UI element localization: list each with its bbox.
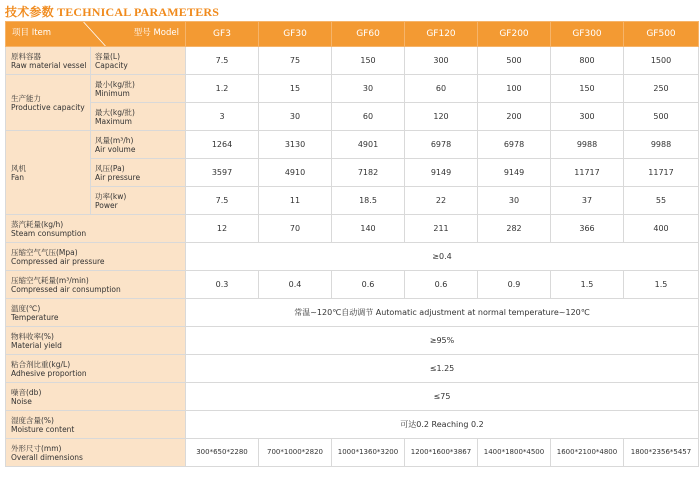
table-cell: 250 [624, 75, 699, 103]
model-header: 型号 Model [133, 28, 179, 38]
section-title: 技术参数 TECHNICAL PARAMETERS [5, 5, 220, 19]
row-label: 噪音(db) Noise [6, 383, 186, 411]
row-label: 风机 Fan [6, 131, 91, 215]
table-cell: 300*650*2280 [186, 439, 259, 467]
table-cell: 9988 [551, 131, 624, 159]
model-header-cell: GF200 [478, 22, 551, 47]
table-cell: 1.5 [624, 271, 699, 299]
table-row [6, 159, 699, 187]
table-row [6, 103, 699, 131]
table-cell: 6978 [478, 131, 551, 159]
table-cell: 800 [551, 47, 624, 75]
table-cell: 3130 [259, 131, 332, 159]
table-cell: 1400*1800*4500 [478, 439, 551, 467]
table-cell: 300 [551, 103, 624, 131]
sub-label: 最大(kg/批) Maximum [91, 103, 186, 131]
technical-parameters-table [5, 21, 699, 467]
table-cell: 0.6 [332, 271, 405, 299]
table-cell: 0.9 [478, 271, 551, 299]
table-cell: 12 [186, 215, 259, 243]
table-cell: 30 [478, 187, 551, 215]
model-header-cell: GF30 [259, 22, 332, 47]
table-cell: 30 [259, 103, 332, 131]
table-cell: 60 [405, 75, 478, 103]
model-header-cell: GF3 [186, 22, 259, 47]
sub-label: 风量(m³/h) Air volume [91, 131, 186, 159]
merged-cell: 常温~120℃自动调节 Automatic adjustment at normal temperature~120℃ [186, 299, 699, 327]
table-cell: 1.2 [186, 75, 259, 103]
table-row [6, 299, 699, 327]
table-cell: 120 [405, 103, 478, 131]
table-cell: 400 [624, 215, 699, 243]
row-label: 湿度含量(%) Moisture content [6, 411, 186, 439]
table-cell: 200 [478, 103, 551, 131]
model-header-cell: GF300 [551, 22, 624, 47]
table-cell: 6978 [405, 131, 478, 159]
model-header-cell: GF60 [332, 22, 405, 47]
row-label: 压缩空气气压(Mpa) Compressed air pressure [6, 243, 186, 271]
table-cell: 366 [551, 215, 624, 243]
table-cell: 18.5 [332, 187, 405, 215]
table-cell: 4901 [332, 131, 405, 159]
table-cell: 150 [332, 47, 405, 75]
table-row [6, 243, 699, 271]
table-cell: 75 [259, 47, 332, 75]
row-label: 物料收率(%) Material yield [6, 327, 186, 355]
sub-label: 风压(Pa) Air pressure [91, 159, 186, 187]
table-cell: 7.5 [186, 47, 259, 75]
table-cell: 1264 [186, 131, 259, 159]
table-cell: 1600*2100*4800 [551, 439, 624, 467]
table-cell: 0.6 [405, 271, 478, 299]
table-cell: 9988 [624, 131, 699, 159]
row-label: 温度(℃) Temperature [6, 299, 186, 327]
table-cell: 300 [405, 47, 478, 75]
merged-cell: ≥0.4 [186, 243, 699, 271]
table-cell: 1200*1600*3867 [405, 439, 478, 467]
table-row [6, 355, 699, 383]
row-label: 外形尺寸(mm) Overall dimensions [6, 439, 186, 467]
table-cell: 500 [624, 103, 699, 131]
table-cell: 15 [259, 75, 332, 103]
row-label: 生产能力 Productive capacity [6, 75, 91, 131]
table-cell: 0.3 [186, 271, 259, 299]
table-cell: 11717 [551, 159, 624, 187]
table-cell: 7.5 [186, 187, 259, 215]
table-cell: 1.5 [551, 271, 624, 299]
table-cell: 700*1000*2820 [259, 439, 332, 467]
merged-cell: ≤75 [186, 383, 699, 411]
merged-cell: 可达0.2 Reaching 0.2 [186, 411, 699, 439]
table-cell: 3 [186, 103, 259, 131]
table-row [6, 327, 699, 355]
merged-cell: ≥95% [186, 327, 699, 355]
table-cell: 60 [332, 103, 405, 131]
table-row [6, 271, 699, 299]
table-cell: 55 [624, 187, 699, 215]
model-header-cell: GF120 [405, 22, 478, 47]
row-label: 原料容器 Raw material vessel [6, 47, 91, 75]
item-header: 项目 Item [12, 28, 52, 38]
table-cell: 500 [478, 47, 551, 75]
sub-label: 最小(kg/批) Minimum [91, 75, 186, 103]
table-corner-header [6, 22, 186, 47]
table-cell: 3597 [186, 159, 259, 187]
table-cell: 150 [551, 75, 624, 103]
model-header-cell: GF500 [624, 22, 699, 47]
table-row [6, 383, 699, 411]
table-cell: 140 [332, 215, 405, 243]
table-cell: 30 [332, 75, 405, 103]
table-cell: 70 [259, 215, 332, 243]
row-label: 粘合剂比重(kg/L) Adhesive proportion [6, 355, 186, 383]
table-cell: 100 [478, 75, 551, 103]
sub-label: 功率(kw) Power [91, 187, 186, 215]
table-row [6, 411, 699, 439]
row-label: 蒸汽耗量(kg/h) Steam consumption [6, 215, 186, 243]
table-cell: 7182 [332, 159, 405, 187]
table-cell: 1800*2356*5457 [624, 439, 699, 467]
table-cell: 1500 [624, 47, 699, 75]
table-cell: 4910 [259, 159, 332, 187]
merged-cell: ≤1.25 [186, 355, 699, 383]
table-row [6, 439, 699, 467]
table-cell: 9149 [405, 159, 478, 187]
table-row [6, 47, 699, 75]
table-cell: 211 [405, 215, 478, 243]
table-row [6, 131, 699, 159]
row-label: 压缩空气耗量(m³/min) Compressed air consumption [6, 271, 186, 299]
table-row [6, 215, 699, 243]
sub-label: 容量(L) Capacity [91, 47, 186, 75]
table-cell: 22 [405, 187, 478, 215]
table-cell: 9149 [478, 159, 551, 187]
table-cell: 37 [551, 187, 624, 215]
table-cell: 11 [259, 187, 332, 215]
table-cell: 0.4 [259, 271, 332, 299]
table-cell: 282 [478, 215, 551, 243]
table-cell: 11717 [624, 159, 699, 187]
table-row [6, 187, 699, 215]
table-cell: 1000*1360*3200 [332, 439, 405, 467]
table-row [6, 75, 699, 103]
